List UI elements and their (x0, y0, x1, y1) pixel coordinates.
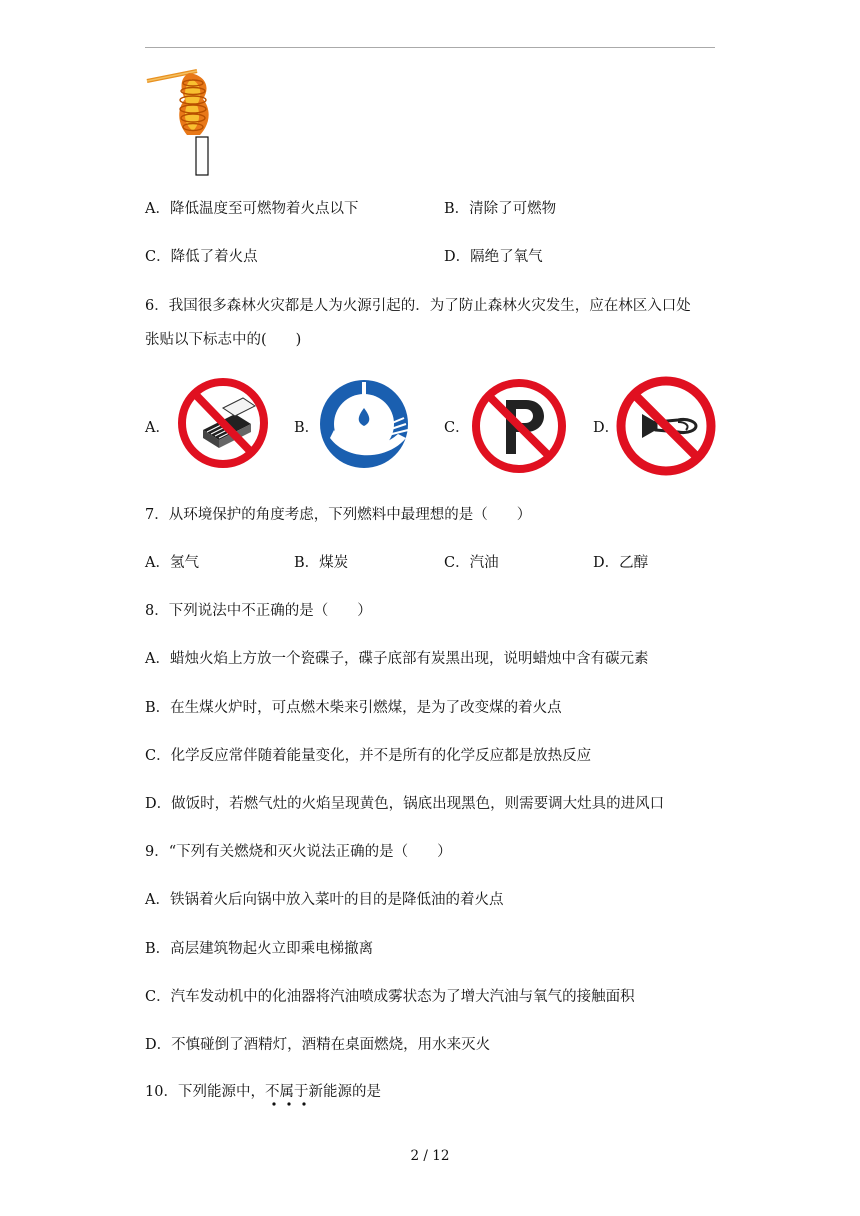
q7-option-a: A．氢气 (145, 555, 199, 571)
q6-label-b: B． (294, 420, 320, 436)
no-parking-sign-icon (470, 378, 568, 474)
q7-stem: 7．从环境保护的角度考虑，下列燃料中最理想的是（ ） (145, 507, 532, 523)
q8-option-b: B．在生煤火炉时，可点燃木柴来引燃煤，是为了改变煤的着火点 (145, 700, 562, 716)
no-horn-sign-icon (616, 376, 716, 476)
q9-stem: 9．“下列有关燃烧和灭火说法正确的是（ ） (145, 844, 452, 860)
coil-candle-figure (145, 65, 225, 180)
q8-option-c: C．化学反应常伴随着能量变化，并不是所有的化学反应都是放热反应 (145, 748, 592, 764)
q6-stem-line1: 6．我国很多森林火灾都是人为火源引起的．为了防止森林火灾发生，应在林区入口处 (145, 298, 691, 314)
emphasis-dots (267, 1100, 317, 1108)
q10-stem: 10．下列能源中，不属于新能源的是 (145, 1084, 381, 1100)
no-matches-sign-icon (173, 378, 273, 468)
q6-label-c: C． (444, 420, 470, 436)
page-number: 2 / 12 (410, 1148, 450, 1164)
q8-option-a: A．蜡烛火焰上方放一个瓷碟子，碟子底部有炭黑出现，说明蜡烛中含有碳元素 (145, 651, 649, 667)
q6-label-d: D． (593, 420, 620, 436)
header-rule (145, 47, 715, 48)
q6-label-a: A． (145, 420, 170, 436)
q9-option-c: C．汽车发动机中的化油器将汽油喷成雾状态为了增大汽油与氧气的接触面积 (145, 989, 635, 1005)
water-saving-sign-icon (318, 378, 410, 470)
q6-stem-line2: 张贴以下标志中的( ) (145, 332, 302, 348)
q7-option-c: C．汽油 (444, 555, 499, 571)
q5-option-d: D．隔绝了氧气 (444, 249, 543, 265)
q5-option-a: A．降低温度至可燃物着火点以下 (145, 201, 359, 217)
q9-option-a: A．铁锅着火后向锅中放入菜叶的目的是降低油的着火点 (145, 892, 504, 908)
q8-option-d: D．做饭时，若燃气灶的火焰呈现黄色，锅底出现黑色，则需要调大灶具的进风口 (145, 796, 665, 812)
q7-option-d: D．乙醇 (593, 555, 649, 571)
q9-option-d: D．不慎碰倒了酒精灯，酒精在桌面燃烧，用水来灭火 (145, 1037, 491, 1053)
q5-option-b: B．清除了可燃物 (444, 201, 557, 217)
q5-option-c: C．降低了着火点 (145, 249, 258, 265)
q9-option-b: B．高层建筑物起火立即乘电梯撤离 (145, 941, 374, 957)
q7-option-b: B．煤炭 (294, 555, 349, 571)
q8-stem: 8．下列说法中不正确的是（ ） (145, 603, 372, 619)
